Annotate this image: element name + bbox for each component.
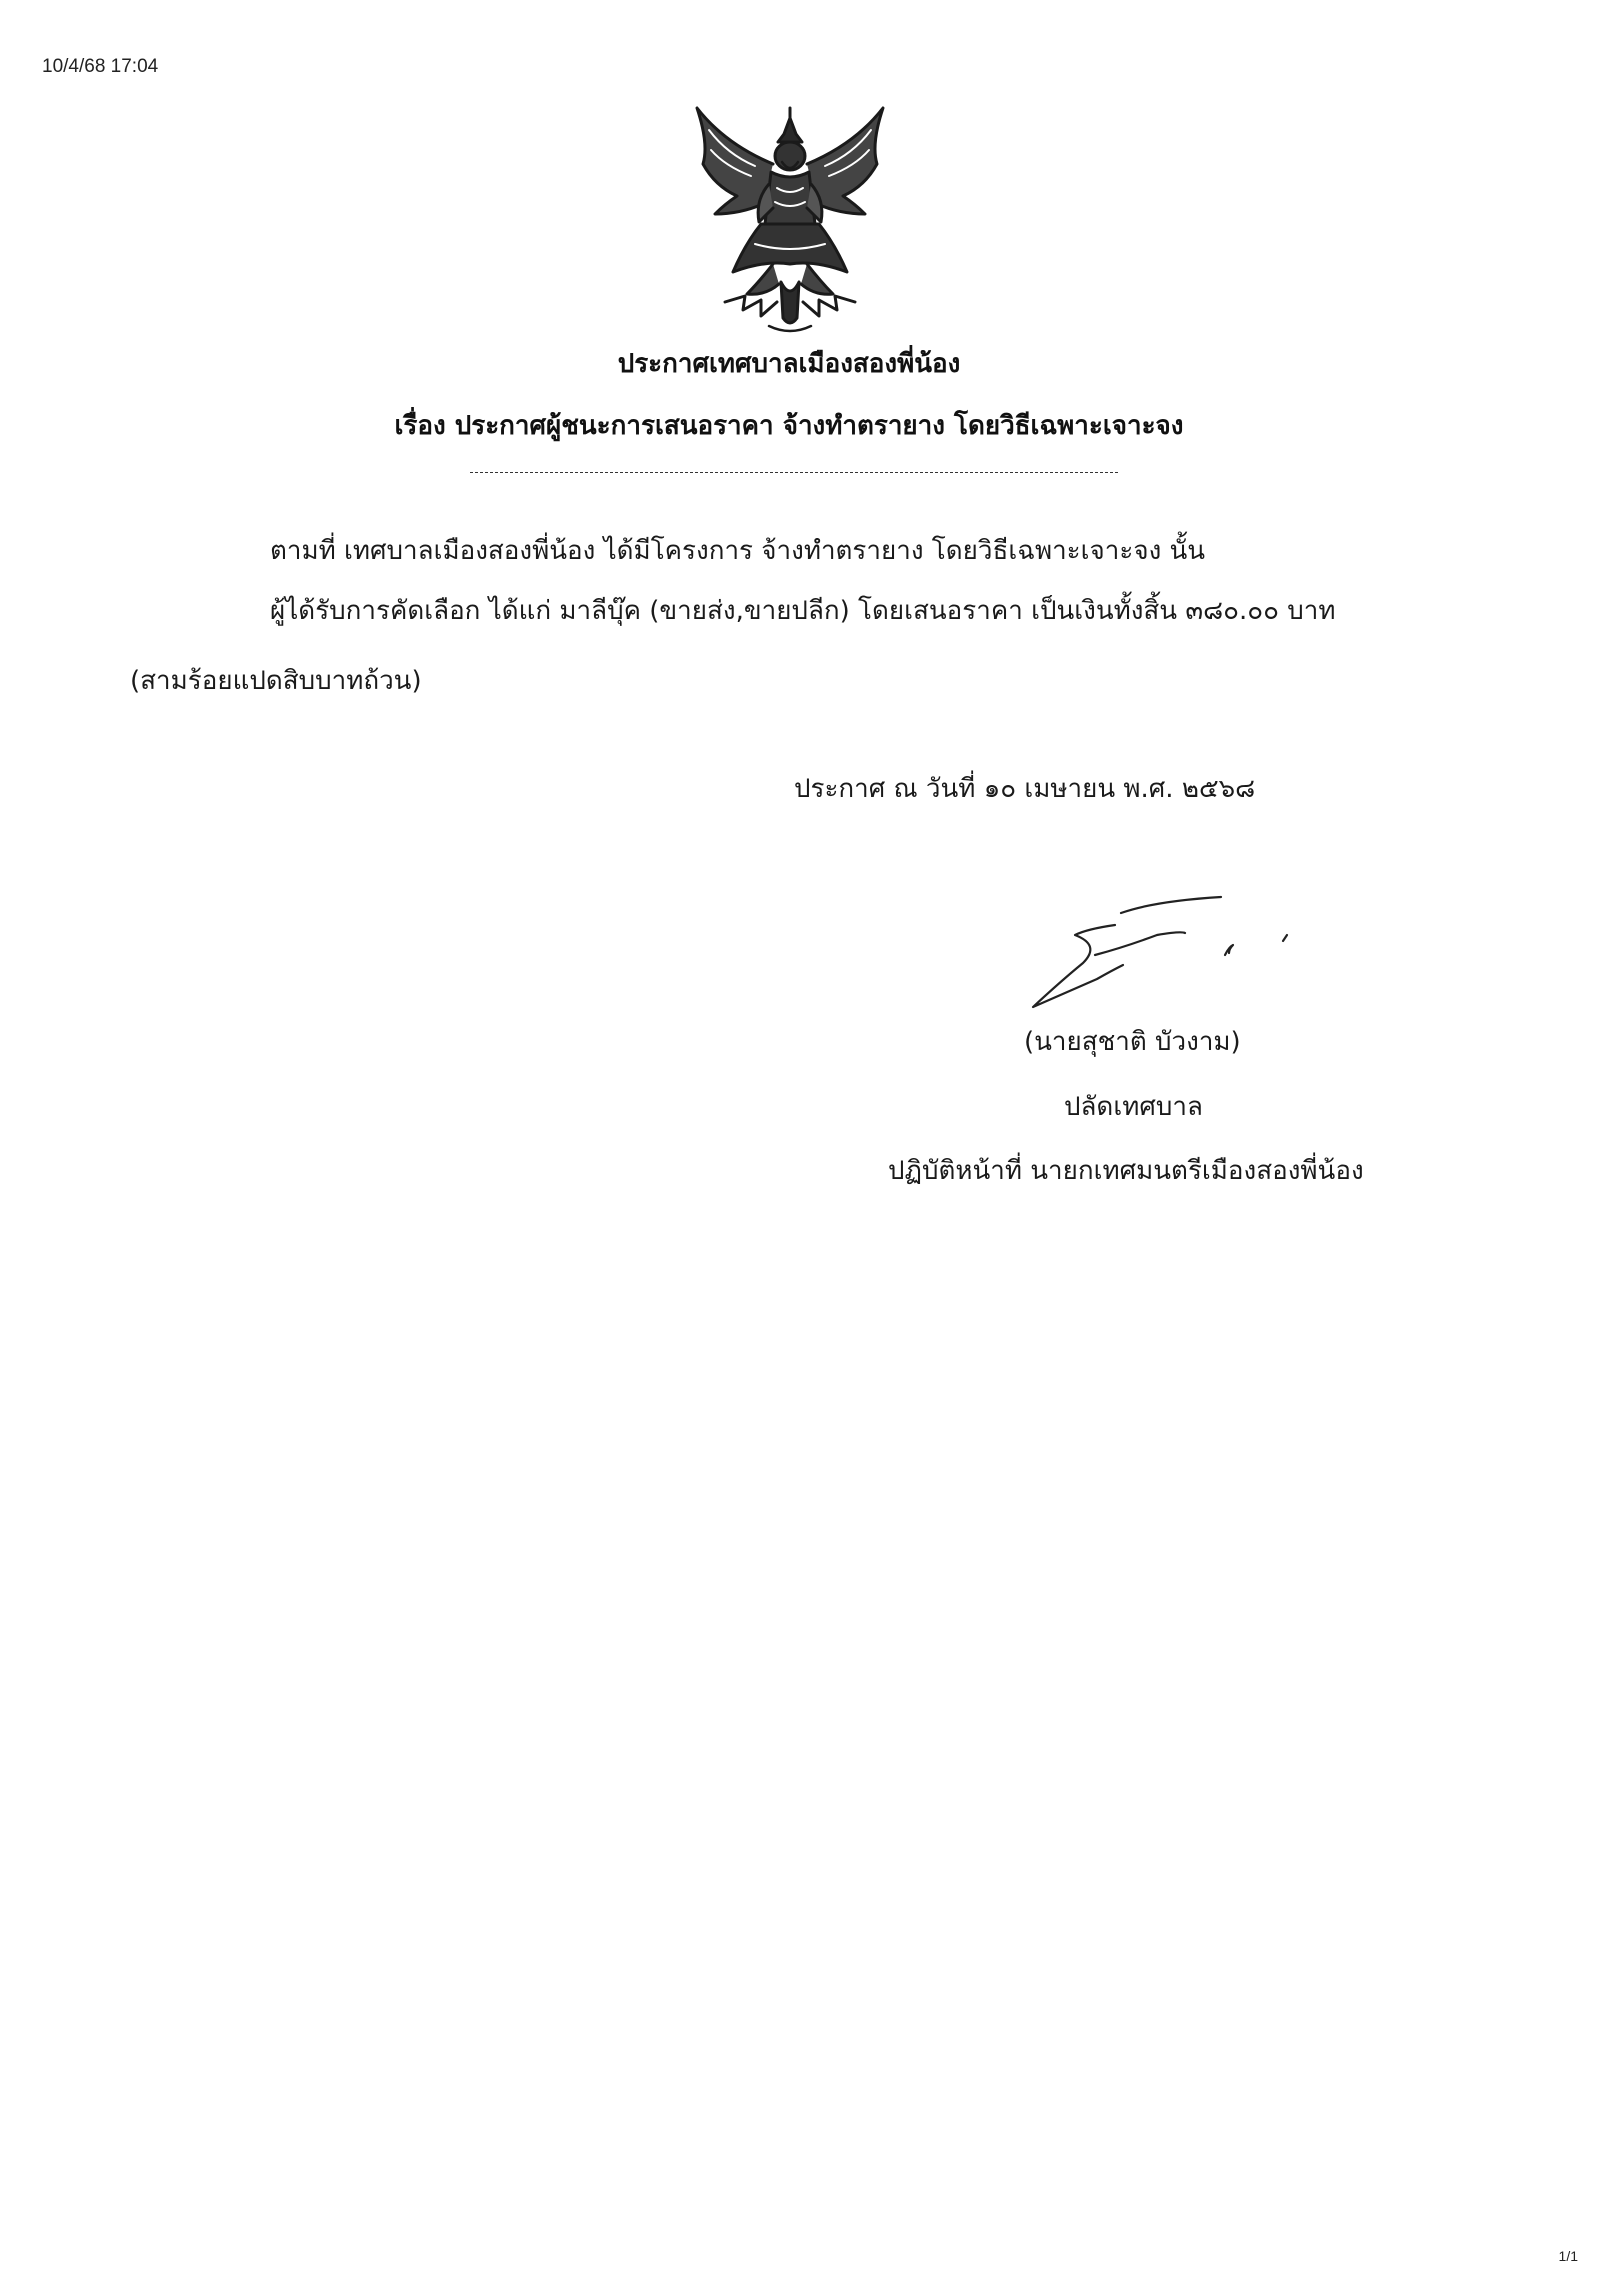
garuda-emblem-icon bbox=[685, 104, 895, 339]
signatory-title: ปลัดเทศบาล bbox=[1064, 1092, 1203, 1122]
announcement-date: ประกาศ ณ วันที่ ๑๐ เมษายน พ.ศ. ๒๕๖๘ bbox=[794, 774, 1256, 804]
handwritten-signature bbox=[1025, 885, 1315, 1015]
page-number: 1/1 bbox=[1558, 2248, 1578, 2264]
body-paragraph-3: (สามร้อยแปดสิบบาทถ้วน) bbox=[130, 666, 422, 696]
separator-line bbox=[470, 472, 1118, 473]
signatory-name: (นายสุชาติ บัวงาม) bbox=[1024, 1027, 1241, 1057]
signatory-acting-role: ปฏิบัติหน้าที่ นายกเทศมนตรีเมืองสองพี่น้อง bbox=[888, 1156, 1364, 1186]
body-paragraph-2: ผู้ได้รับการคัดเลือก ได้แก่ มาลีบุ๊ค (ขายส่ง,ขายปลีก) โดยเสนอราคา เป็นเงินทั้งสิ้น ๓๘๐.๐๐ บาท bbox=[270, 596, 1336, 626]
print-timestamp: 10/4/68 17:04 bbox=[42, 56, 159, 77]
body-paragraph-1: ตามที่ เทศบาลเมืองสองพี่น้อง ได้มีโครงการ จ้างทำตรายาง โดยวิธีเฉพาะเจาะจง นั้น bbox=[270, 536, 1206, 566]
announcement-subject: เรื่อง ประกาศผู้ชนะการเสนอราคา จ้างทำตรายาง โดยวิธีเฉพาะเจาะจง bbox=[394, 411, 1184, 441]
announcement-title: ประกาศเทศบาลเมืองสองพี่น้อง bbox=[617, 349, 961, 379]
